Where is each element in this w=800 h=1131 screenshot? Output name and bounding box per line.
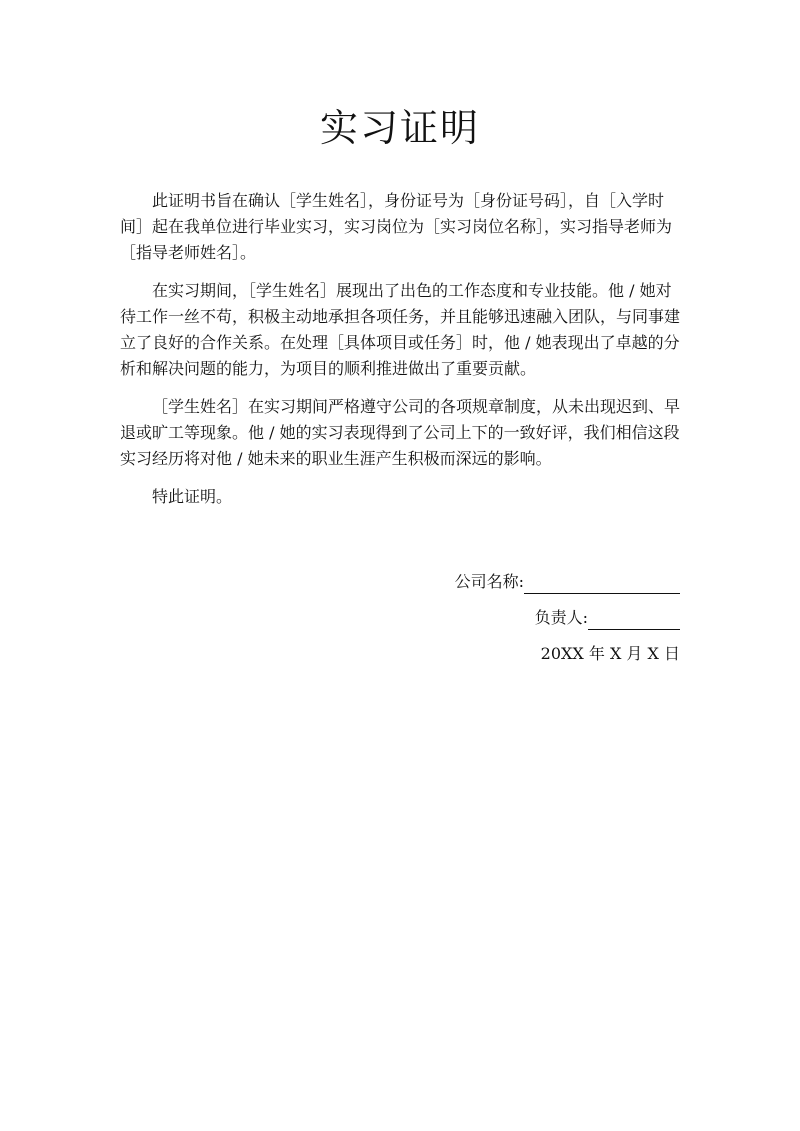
paragraph-intro: 此证明书旨在确认［学生姓名］，身份证号为［身份证号码］，自［入学时间］起在我单位进行毕业实习，实习岗位为［实习岗位名称］，实习指导老师为［指导老师姓名］。: [120, 191, 673, 262]
company-name-line: [524, 575, 680, 594]
responsible-person-line: [588, 611, 680, 630]
company-signature-row: [360, 570, 680, 594]
paragraph-performance: 在实习期间，［学生姓名］展现出了出色的工作态度和专业技能。他 / 她对待工作一丝不苟，积极主动地承担各项任务，并且能够迅速融入团队，与同事建立了良好的合作关系。在处理［具体项目或任务］时，他 / 她表现出了卓越的分析和解决问题的能力，为项目的顺利推进做出了重要贡献。: [120, 281, 681, 378]
paragraph-closing: 特此证明。: [152, 487, 233, 506]
company-name-label: 公司名称:: [454, 572, 524, 591]
signature-date: 20XX 年 X 月 X 日: [540, 644, 680, 663]
person-signature-row: [360, 606, 680, 630]
paragraph-conduct: ［学生姓名］在实习期间严格遵守公司的各项规章制度，从未出现迟到、早退或旷工等现象。他 / 她的实习表现得到了公司上下的一致好评，我们相信这段实习经历将对他 / 她未来的职业生涯产生积极而深远的影响。: [120, 397, 681, 468]
document-title: 实习证明: [319, 106, 480, 150]
date-row: [360, 642, 680, 666]
signature-block: [360, 570, 680, 666]
responsible-person-label: 负责人:: [534, 608, 588, 627]
document-body: [120, 188, 682, 510]
